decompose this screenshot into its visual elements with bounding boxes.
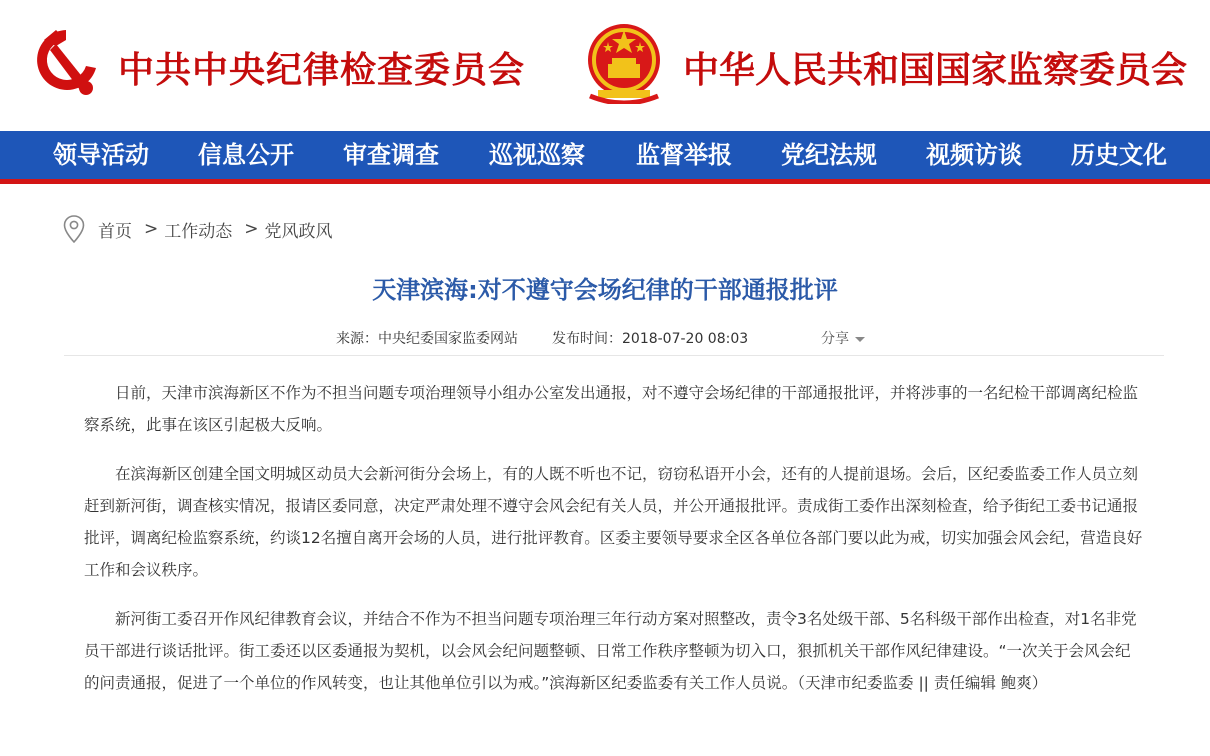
article-publish-time: [552, 328, 748, 348]
breadcrumb-separator: >: [244, 219, 259, 239]
article-paragraph: 日前，天津市滨海新区不作为不担当问题专项治理领导小组办公室发出通报，对不遵守会场纪律的干部通报批评，并将涉事的一名纪检干部调离纪检监察系统，此事在该区引起极大反响。: [84, 384, 1139, 434]
time-label: 发布时间：: [552, 331, 622, 347]
share-label: 分享: [821, 331, 849, 347]
nav-accent-line: [0, 179, 1210, 184]
cpc-discipline-commission-title[interactable]: 中共中央纪律检查委员会: [118, 49, 526, 91]
breadcrumb: [62, 214, 333, 244]
national-supervision-commission-title[interactable]: 中华人民共和国国家监察委员会: [683, 49, 1188, 91]
site-header: [0, 0, 1210, 131]
breadcrumb-separator: >: [144, 219, 159, 239]
nav-item-video-interviews[interactable]: 视频访谈: [926, 140, 1022, 169]
article-paragraph: 新河街工委召开作风纪律教育会议，并结合不作为不担当问题专项治理三年行动方案对照整改，责令3名处级干部、5名科级干部作出检查，对1名非党员干部进行谈话批评。街工委还以区委通报为契机，以会风会纪问题整顿、日常工作秩序整顿为切入口，狠抓机关干部作风纪律建设。“一次关于会风会纪的问责通报，促进了一个单位的作风转变，也让其他单位引以为戒。”滨海新区纪委监委有关工作人员说。（天津市纪委监委 || 责任编辑 鲍爽）: [84, 610, 1137, 692]
article-paragraph: 在滨海新区创建全国文明城区动员大会新河街分会场上，有的人既不听也不记，窃窃私语开小会，还有的人提前退场。会后，区纪委监委工作人员立刻赶到新河街，调查核实情况，报请区委同意，决定严肃处理不遵守会风会纪有关人员，并公开通报批评。责成街工委作出深刻检查，给予街纪工委书记通报批评，调离纪检监察系统，约谈12名擅自离开会场的人员，进行批评教育。区委主要领导要求全区各单位各部门要以此为戒，切实加强会风会纪，营造良好工作和会议秩序。: [84, 465, 1143, 579]
nav-item-report[interactable]: 监督举报: [636, 140, 732, 169]
main-nav: [0, 131, 1210, 179]
time-value: 2018-07-20 08:03: [622, 331, 749, 347]
location-pin-icon: [62, 214, 86, 244]
nav-item-history-culture[interactable]: 历史文化: [1071, 140, 1167, 169]
article-title: 天津滨海:对不遵守会场纪律的干部通报批评: [372, 276, 838, 304]
nav-item-regulations[interactable]: 党纪法规: [781, 140, 877, 169]
share-button[interactable]: [821, 328, 865, 348]
nav-item-investigation[interactable]: 审查调查: [343, 140, 439, 169]
nav-item-inspection[interactable]: 巡视巡察: [489, 140, 585, 169]
breadcrumb-party-style-link[interactable]: 党风政风: [264, 221, 333, 242]
national-emblem-icon[interactable]: [586, 20, 662, 104]
meta-divider: [64, 355, 1164, 356]
breadcrumb-home-link[interactable]: 首页: [98, 221, 132, 242]
nav-item-leader-activities[interactable]: 领导活动: [53, 140, 149, 169]
breadcrumb-work-news-link[interactable]: 工作动态: [164, 221, 233, 242]
article-source: [336, 328, 518, 348]
hammer-sickle-icon[interactable]: [26, 22, 106, 102]
nav-item-info-disclosure[interactable]: 信息公开: [198, 140, 294, 169]
source-label: 来源：: [336, 331, 378, 347]
chevron-down-icon: [855, 337, 865, 342]
article-body: [84, 377, 1146, 716]
source-value: 中央纪委国家监委网站: [378, 331, 518, 347]
